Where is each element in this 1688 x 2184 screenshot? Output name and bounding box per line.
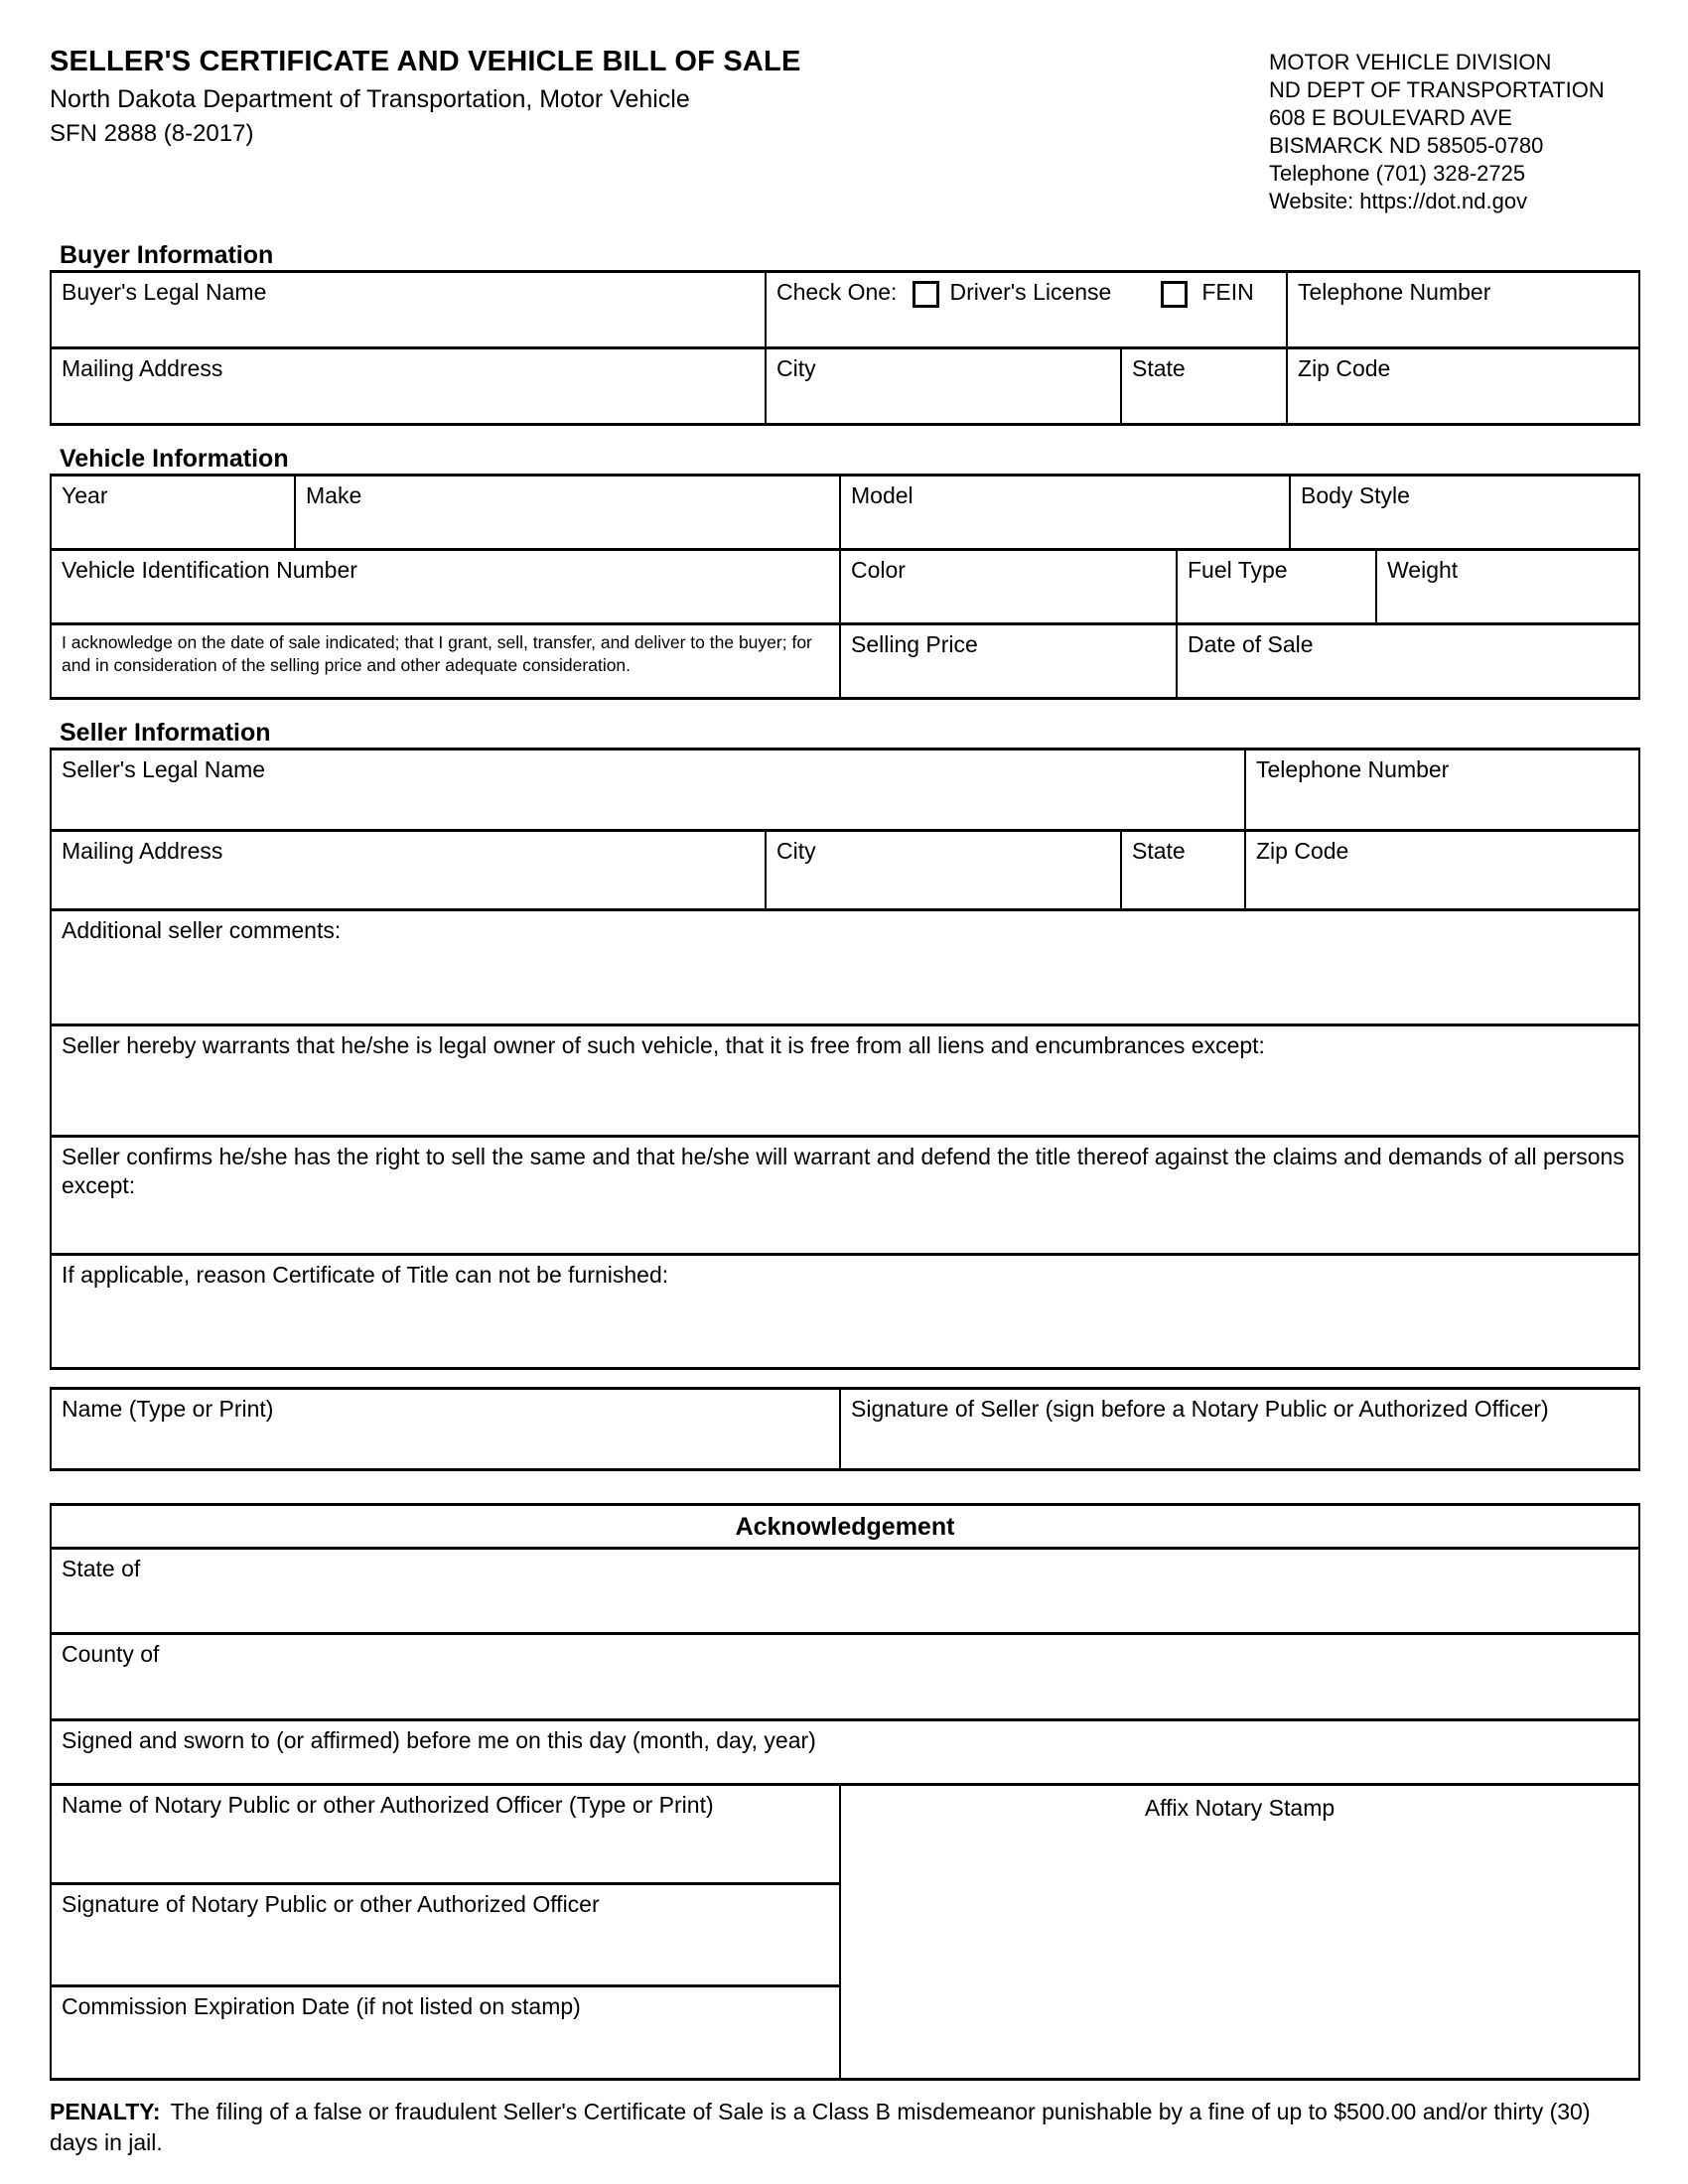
buyer-legal-name-field[interactable]	[51, 272, 766, 348]
vehicle-fuel-type-field[interactable]	[1177, 550, 1376, 624]
table-row	[51, 1255, 1639, 1369]
sworn-date-label: Signed and sworn to (or affirmed) before me on this day (month, day, year)	[62, 1727, 816, 1753]
seller-mailing-address-field[interactable]	[51, 831, 766, 910]
drivers-license-label: Driver's License	[949, 279, 1112, 305]
vehicle-make-field[interactable]	[295, 476, 840, 550]
buyer-state-field[interactable]	[1121, 348, 1287, 425]
buyer-city-label: City	[776, 355, 816, 381]
selling-price-field[interactable]	[840, 624, 1177, 699]
seller-mailing-address-label: Mailing Address	[62, 838, 223, 864]
agency-line: ND DEPT OF TRANSPORTATION	[1269, 77, 1605, 102]
table-row	[51, 1505, 1639, 1549]
buyer-mailing-address-label: Mailing Address	[62, 355, 223, 381]
fein-checkbox[interactable]	[1161, 281, 1188, 308]
drivers-license-checkbox[interactable]	[913, 281, 939, 308]
vehicle-vin-label: Vehicle Identification Number	[62, 557, 357, 583]
table-row	[51, 272, 1639, 348]
agency-line: 608 E BOULEVARD AVE	[1269, 105, 1512, 130]
table-row	[51, 1025, 1639, 1137]
vehicle-section-heading: Vehicle Information	[60, 445, 289, 473]
table-row	[51, 750, 1639, 831]
seller-telephone-field[interactable]	[1245, 750, 1639, 831]
table-row	[51, 624, 1639, 699]
buyer-mailing-address-field[interactable]	[51, 348, 766, 425]
buyer-state-label: State	[1132, 355, 1186, 381]
vehicle-table	[50, 474, 1640, 700]
seller-legal-name-field[interactable]	[51, 750, 1245, 831]
notary-name-label: Name of Notary Public or other Authorized Officer (Type or Print)	[62, 1792, 714, 1818]
vehicle-body-style-field[interactable]	[1290, 476, 1639, 550]
agency-line: MOTOR VEHICLE DIVISION	[1269, 50, 1552, 74]
buyer-zip-label: Zip Code	[1298, 355, 1391, 381]
agency-address-block	[1269, 49, 1638, 215]
buyer-section-heading: Buyer Information	[60, 241, 274, 269]
agency-line: Website: https://dot.nd.gov	[1269, 189, 1528, 213]
notary-name-field[interactable]	[51, 1785, 840, 1884]
seller-signature-label: Signature of Seller (sign before a Notary Public or Authorized Officer)	[851, 1396, 1549, 1422]
sale-acknowledgement-text	[51, 624, 840, 699]
buyer-id-type-field	[766, 272, 1287, 348]
seller-signature-table	[50, 1387, 1640, 1471]
buyer-table	[50, 270, 1640, 426]
penalty-label: PENALTY:	[50, 2099, 161, 2124]
date-of-sale-field[interactable]	[1177, 624, 1639, 699]
form-header	[50, 45, 1638, 215]
notary-signature-field[interactable]	[51, 1884, 840, 1986]
form-number: SFN 2888 (8-2017)	[50, 120, 254, 147]
liens-exceptions-field[interactable]	[51, 1025, 1639, 1137]
seller-city-field[interactable]	[766, 831, 1121, 910]
seller-legal-name-label: Seller's Legal Name	[62, 756, 266, 782]
page-title: SELLER'S CERTIFICATE AND VEHICLE BILL OF SALE	[50, 46, 801, 77]
vehicle-color-field[interactable]	[840, 550, 1177, 624]
page-subtitle: North Dakota Department of Transportation, Motor Vehicle	[50, 85, 690, 113]
seller-signature-field[interactable]	[840, 1389, 1639, 1470]
agency-line: Telephone (701) 328-2725	[1269, 161, 1526, 186]
vehicle-color-label: Color	[851, 557, 906, 583]
penalty-text: The filing of a false or fraudulent Seller's Certificate of Sale is a Class B misdemeanor punishable by a fine of up to $500.00 and/or thirty (30) days in jail.	[50, 2099, 1591, 2155]
state-of-field[interactable]	[51, 1549, 1639, 1634]
table-row	[51, 910, 1639, 1025]
seller-name-print-label: Name (Type or Print)	[62, 1396, 274, 1422]
table-row	[51, 831, 1639, 910]
seller-state-field[interactable]	[1121, 831, 1245, 910]
buyer-zip-field[interactable]	[1287, 348, 1639, 425]
table-row	[51, 550, 1639, 624]
buyer-city-field[interactable]	[766, 348, 1121, 425]
seller-zip-field[interactable]	[1245, 831, 1639, 910]
penalty-notice	[50, 2097, 1638, 2158]
date-of-sale-label: Date of Sale	[1188, 631, 1314, 657]
vehicle-year-field[interactable]	[51, 476, 295, 550]
notary-stamp-area[interactable]	[840, 1785, 1639, 2080]
seller-table	[50, 748, 1640, 1370]
check-one-label: Check One:	[776, 279, 898, 305]
commission-expiration-field[interactable]	[51, 1986, 840, 2080]
state-of-label: State of	[62, 1556, 141, 1581]
table-row	[51, 1137, 1639, 1255]
claims-confirms-text: Seller confirms he/she has the right to sell the same and that he/she will warrant and defend the title thereof against the claims and demands of all persons except:	[62, 1144, 1624, 1198]
table-row	[51, 348, 1639, 425]
claims-exceptions-field[interactable]	[51, 1137, 1639, 1255]
vehicle-fuel-type-label: Fuel Type	[1188, 557, 1288, 583]
notary-signature-label: Signature of Notary Public or other Authorized Officer	[62, 1891, 600, 1917]
acknowledgement-heading: Acknowledgement	[51, 1505, 1639, 1549]
seller-section-heading: Seller Information	[60, 719, 271, 747]
title-reason-field[interactable]	[51, 1255, 1639, 1369]
vehicle-weight-field[interactable]	[1376, 550, 1639, 624]
table-row	[51, 476, 1639, 550]
seller-telephone-label: Telephone Number	[1256, 756, 1450, 782]
buyer-legal-name-label: Buyer's Legal Name	[62, 279, 267, 305]
buyer-telephone-label: Telephone Number	[1298, 279, 1491, 305]
table-row	[51, 1720, 1639, 1785]
vehicle-year-label: Year	[62, 482, 108, 508]
table-row	[51, 1389, 1639, 1470]
seller-name-print-field[interactable]	[51, 1389, 840, 1470]
seller-city-label: City	[776, 838, 816, 864]
fein-label: FEIN	[1201, 279, 1254, 305]
county-of-label: County of	[62, 1641, 160, 1667]
seller-zip-label: Zip Code	[1256, 838, 1349, 864]
vehicle-body-style-label: Body Style	[1301, 482, 1410, 508]
selling-price-label: Selling Price	[851, 631, 978, 657]
buyer-telephone-field[interactable]	[1287, 272, 1639, 348]
seller-comments-label: Additional seller comments:	[62, 917, 342, 943]
vehicle-vin-field[interactable]	[51, 550, 840, 624]
table-row	[51, 1549, 1639, 1634]
sworn-date-field[interactable]	[51, 1720, 1639, 1785]
acknowledgement-table	[50, 1503, 1640, 2081]
title-reason-text: If applicable, reason Certificate of Title can not be furnished:	[62, 1262, 669, 1288]
vehicle-model-field[interactable]	[840, 476, 1290, 550]
table-row	[51, 1785, 1639, 1884]
sale-acknowledgement-label: I acknowledge on the date of sale indicated; that I grant, sell, transfer, and deliver to the buyer; for and in consideration of the selling price and other adequate consideration.	[62, 632, 812, 675]
seller-state-label: State	[1132, 838, 1186, 864]
title-block	[50, 45, 801, 148]
seller-comments-field[interactable]	[51, 910, 1639, 1025]
affix-notary-stamp-label: Affix Notary Stamp	[1144, 1795, 1336, 1821]
vehicle-weight-label: Weight	[1387, 557, 1459, 583]
liens-warrants-text: Seller hereby warrants that he/she is legal owner of such vehicle, that it is free from all liens and encumbrances except:	[62, 1032, 1265, 1058]
agency-line: BISMARCK ND 58505-0780	[1269, 133, 1544, 158]
commission-expiration-label: Commission Expiration Date (if not listed on stamp)	[62, 1993, 581, 2019]
vehicle-model-label: Model	[851, 482, 914, 508]
vehicle-make-label: Make	[306, 482, 362, 508]
table-row	[51, 1634, 1639, 1720]
county-of-field[interactable]	[51, 1634, 1639, 1720]
